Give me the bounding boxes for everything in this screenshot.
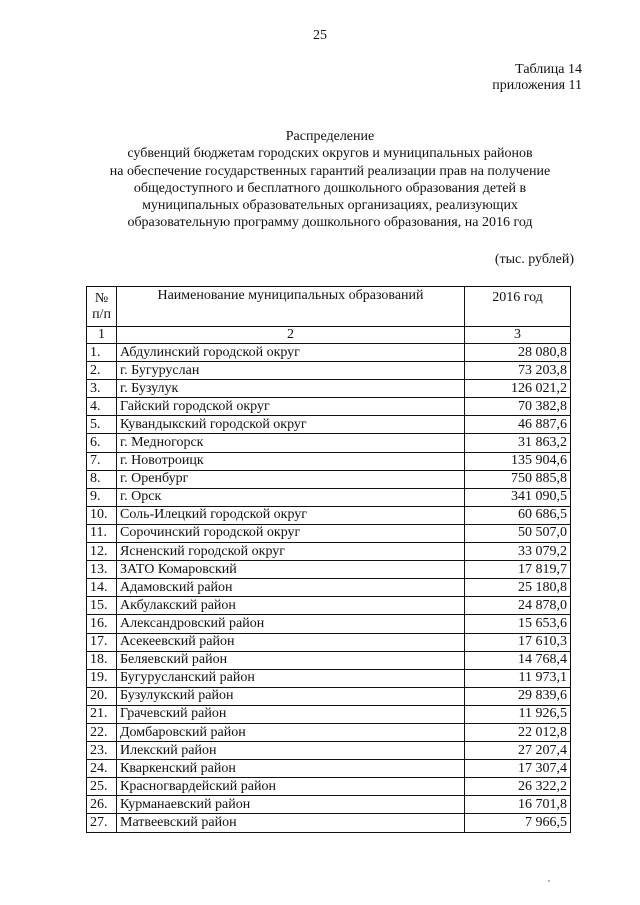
- title-line: образовательную программу дошкольного образования, на 2016 год: [127, 215, 533, 231]
- table-row: [87, 416, 571, 434]
- row-value: 135 904,6: [465, 452, 571, 470]
- row-name: ЗАТО Комаровский: [117, 561, 465, 579]
- table-row: [87, 380, 571, 398]
- column-number: 2: [117, 327, 465, 344]
- row-value: 17 819,7: [465, 561, 571, 579]
- row-value: 33 079,2: [465, 543, 571, 561]
- row-number: 5.: [87, 416, 117, 434]
- row-number: 25.: [87, 778, 117, 796]
- row-value: 24 878,0: [465, 597, 571, 615]
- table-row: [87, 651, 571, 669]
- row-name: Соль-Илецкий городской округ: [117, 506, 465, 524]
- column-number: 1: [87, 327, 117, 344]
- row-number: 6.: [87, 434, 117, 452]
- row-name: Беляевский район: [117, 651, 465, 669]
- subvention-table: [86, 286, 571, 833]
- row-value: 17 307,4: [465, 760, 571, 778]
- row-value: 25 180,8: [465, 579, 571, 597]
- header-number: [87, 287, 117, 327]
- row-name: Адамовский район: [117, 579, 465, 597]
- row-name: Абдулинский городской округ: [117, 344, 465, 362]
- row-value: 31 863,2: [465, 434, 571, 452]
- table-row: [87, 488, 571, 506]
- document-title: [80, 128, 580, 232]
- table-row: [87, 470, 571, 488]
- row-name: г. Медногорск: [117, 434, 465, 452]
- table-row: [87, 796, 571, 814]
- row-name: г. Бузулук: [117, 380, 465, 398]
- row-value: 22 012,8: [465, 723, 571, 741]
- header-name: Наименование муниципальных образований: [117, 287, 465, 327]
- row-number: 13.: [87, 561, 117, 579]
- table-row: [87, 398, 571, 416]
- table-row: [87, 615, 571, 633]
- row-value: 14 768,4: [465, 651, 571, 669]
- row-value: 750 885,8: [465, 470, 571, 488]
- row-number: 17.: [87, 633, 117, 651]
- row-name: Гайский городской округ: [117, 398, 465, 416]
- title-line: общедоступного и бесплатного дошкольного образования детей в: [133, 180, 527, 196]
- row-name: Асекеевский район: [117, 633, 465, 651]
- table-reference-line2: приложения 11: [492, 78, 582, 93]
- table-row: [87, 633, 571, 651]
- row-name: г. Оренбург: [117, 470, 465, 488]
- table-row: [87, 434, 571, 452]
- row-value: 70 382,8: [465, 398, 571, 416]
- row-number: 3.: [87, 380, 117, 398]
- table-row: [87, 597, 571, 615]
- row-number: 18.: [87, 651, 117, 669]
- table-row: [87, 362, 571, 380]
- table-row: [87, 506, 571, 524]
- row-name: Кваркенский район: [117, 760, 465, 778]
- scan-speck: [548, 880, 550, 882]
- table-body: [87, 344, 571, 833]
- row-name: Домбаровский район: [117, 723, 465, 741]
- units-label: (тыс. рублей): [494, 252, 574, 267]
- row-name: Бузулукский район: [117, 687, 465, 705]
- title-line: на обеспечение государственных гарантий реализации прав на получение: [109, 163, 551, 179]
- row-name: Сорочинский городской округ: [117, 524, 465, 542]
- row-name: г. Орск: [117, 488, 465, 506]
- column-number: 3: [465, 327, 571, 344]
- row-value: 15 653,6: [465, 615, 571, 633]
- row-name: Александровский район: [117, 615, 465, 633]
- row-value: 11 973,1: [465, 669, 571, 687]
- table-row: [87, 452, 571, 470]
- table-row: [87, 814, 571, 832]
- row-number: 10.: [87, 506, 117, 524]
- row-name: Красногвардейский район: [117, 778, 465, 796]
- table-row: [87, 705, 571, 723]
- row-value: 7 966,5: [465, 814, 571, 832]
- row-number: 23.: [87, 742, 117, 760]
- table-row: [87, 669, 571, 687]
- row-number: 9.: [87, 488, 117, 506]
- row-value: 341 090,5: [465, 488, 571, 506]
- row-name: Бугурусланский район: [117, 669, 465, 687]
- row-number: 14.: [87, 579, 117, 597]
- row-number: 1.: [87, 344, 117, 362]
- title-line: муниципальных образовательных организациях, реализующих: [142, 198, 518, 214]
- row-number: 19.: [87, 669, 117, 687]
- row-number: 21.: [87, 705, 117, 723]
- title-line: Распределение: [285, 129, 375, 144]
- row-number: 4.: [87, 398, 117, 416]
- row-number: 27.: [87, 814, 117, 832]
- row-value: 60 686,5: [465, 506, 571, 524]
- row-name: Илекский район: [117, 742, 465, 760]
- row-number: 16.: [87, 615, 117, 633]
- row-name: Кувандыкский городской округ: [117, 416, 465, 434]
- row-name: г. Бугуруслан: [117, 362, 465, 380]
- table-reference: [492, 62, 582, 94]
- row-value: 28 080,8: [465, 344, 571, 362]
- row-number: 11.: [87, 524, 117, 542]
- row-name: Акбулакский район: [117, 597, 465, 615]
- header-number-line2: п/п: [92, 306, 111, 322]
- table-row: [87, 742, 571, 760]
- table-row: [87, 561, 571, 579]
- table-row: [87, 778, 571, 796]
- row-number: 26.: [87, 796, 117, 814]
- row-value: 26 322,2: [465, 778, 571, 796]
- row-number: 12.: [87, 543, 117, 561]
- row-name: Грачевский район: [117, 705, 465, 723]
- row-number: 22.: [87, 723, 117, 741]
- row-value: 16 701,8: [465, 796, 571, 814]
- column-number-row: [87, 327, 571, 344]
- row-value: 29 839,6: [465, 687, 571, 705]
- table-row: [87, 344, 571, 362]
- header-value: 2016 год: [465, 287, 571, 327]
- table-row: [87, 543, 571, 561]
- row-value: 17 610,3: [465, 633, 571, 651]
- row-name: Ясненский городской округ: [117, 543, 465, 561]
- row-number: 7.: [87, 452, 117, 470]
- row-value: 50 507,0: [465, 524, 571, 542]
- row-value: 126 021,2: [465, 380, 571, 398]
- table-row: [87, 760, 571, 778]
- table-row: [87, 579, 571, 597]
- row-number: 20.: [87, 687, 117, 705]
- row-value: 46 887,6: [465, 416, 571, 434]
- row-number: 24.: [87, 760, 117, 778]
- row-name: Курманаевский район: [117, 796, 465, 814]
- table-row: [87, 524, 571, 542]
- row-number: 8.: [87, 470, 117, 488]
- row-number: 2.: [87, 362, 117, 380]
- row-value: 11 926,5: [465, 705, 571, 723]
- header-number-line1: №: [94, 290, 109, 306]
- row-value: 73 203,8: [465, 362, 571, 380]
- table-header-row: [87, 287, 571, 327]
- table-reference-line1: Таблица 14: [515, 62, 582, 77]
- row-name: г. Новотроицк: [117, 452, 465, 470]
- row-number: 15.: [87, 597, 117, 615]
- table-row: [87, 687, 571, 705]
- title-line: субвенций бюджетам городских округов и муниципальных районов: [127, 146, 533, 162]
- row-value: 27 207,4: [465, 742, 571, 760]
- table-row: [87, 723, 571, 741]
- row-name: Матвеевский район: [117, 814, 465, 832]
- page-number: 25: [313, 28, 327, 43]
